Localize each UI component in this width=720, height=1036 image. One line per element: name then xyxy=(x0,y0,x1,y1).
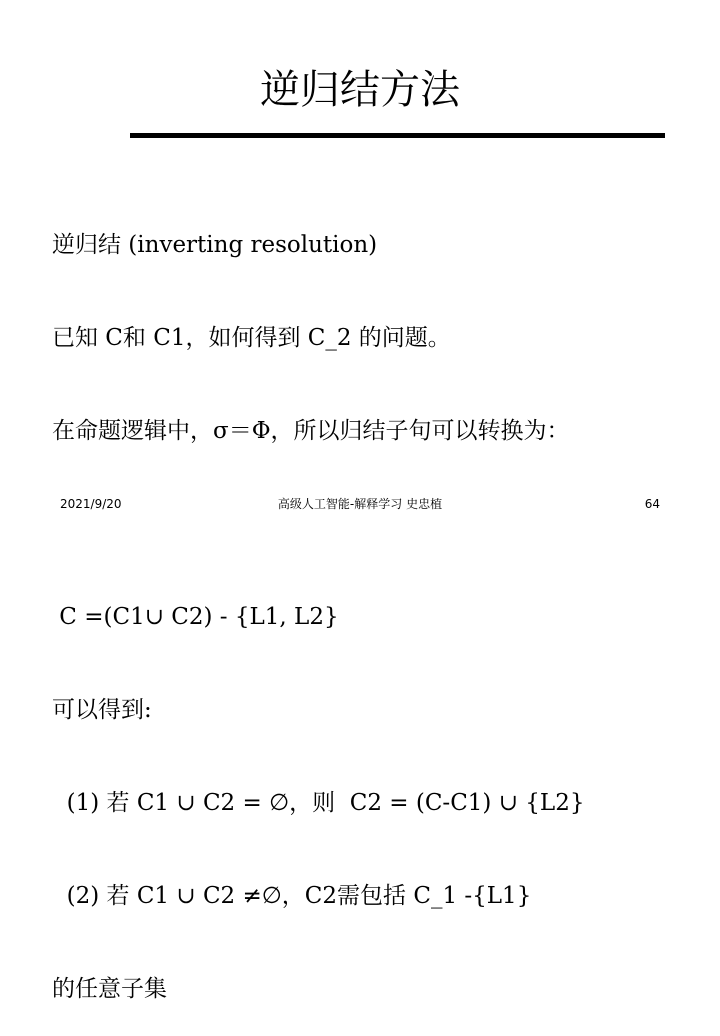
body-line-formula: C =(C1∪ C2) - {L1, L2} xyxy=(52,604,339,630)
body-line-inverting-resolution: 逆归结 (inverting resolution) xyxy=(52,232,378,258)
title-divider xyxy=(130,133,665,138)
body-line-case-2: (2) 若 C1 ∪ C2 ≠∅，C2需包括 C_1 -{L1} xyxy=(52,883,532,909)
body-line-can-obtain: 可以得到: xyxy=(52,697,152,723)
footer-date: 2021/9/20 xyxy=(60,497,122,511)
body-blank-line xyxy=(52,509,584,540)
footer-course-author: 高级人工智能-解释学习 史忠植 xyxy=(277,497,443,511)
footer-page-number: 64 xyxy=(644,497,660,511)
body-line-case-1: (1) 若 C1 ∪ C2 = ∅，则 C2 = (C-C1) ∪ {L2} xyxy=(52,790,585,816)
body-line-any-subset: 的任意子集 xyxy=(52,976,167,1002)
slide-title: 逆归结方法 xyxy=(260,67,460,113)
body-line-propositional-logic: 在命题逻辑中，σ＝Φ，所以归结子句可以转换为： xyxy=(52,418,570,444)
slide-body xyxy=(52,168,584,1036)
body-line-known-c-c1: 已知 C和 C1，如何得到 C_2 的问题。 xyxy=(52,325,451,351)
